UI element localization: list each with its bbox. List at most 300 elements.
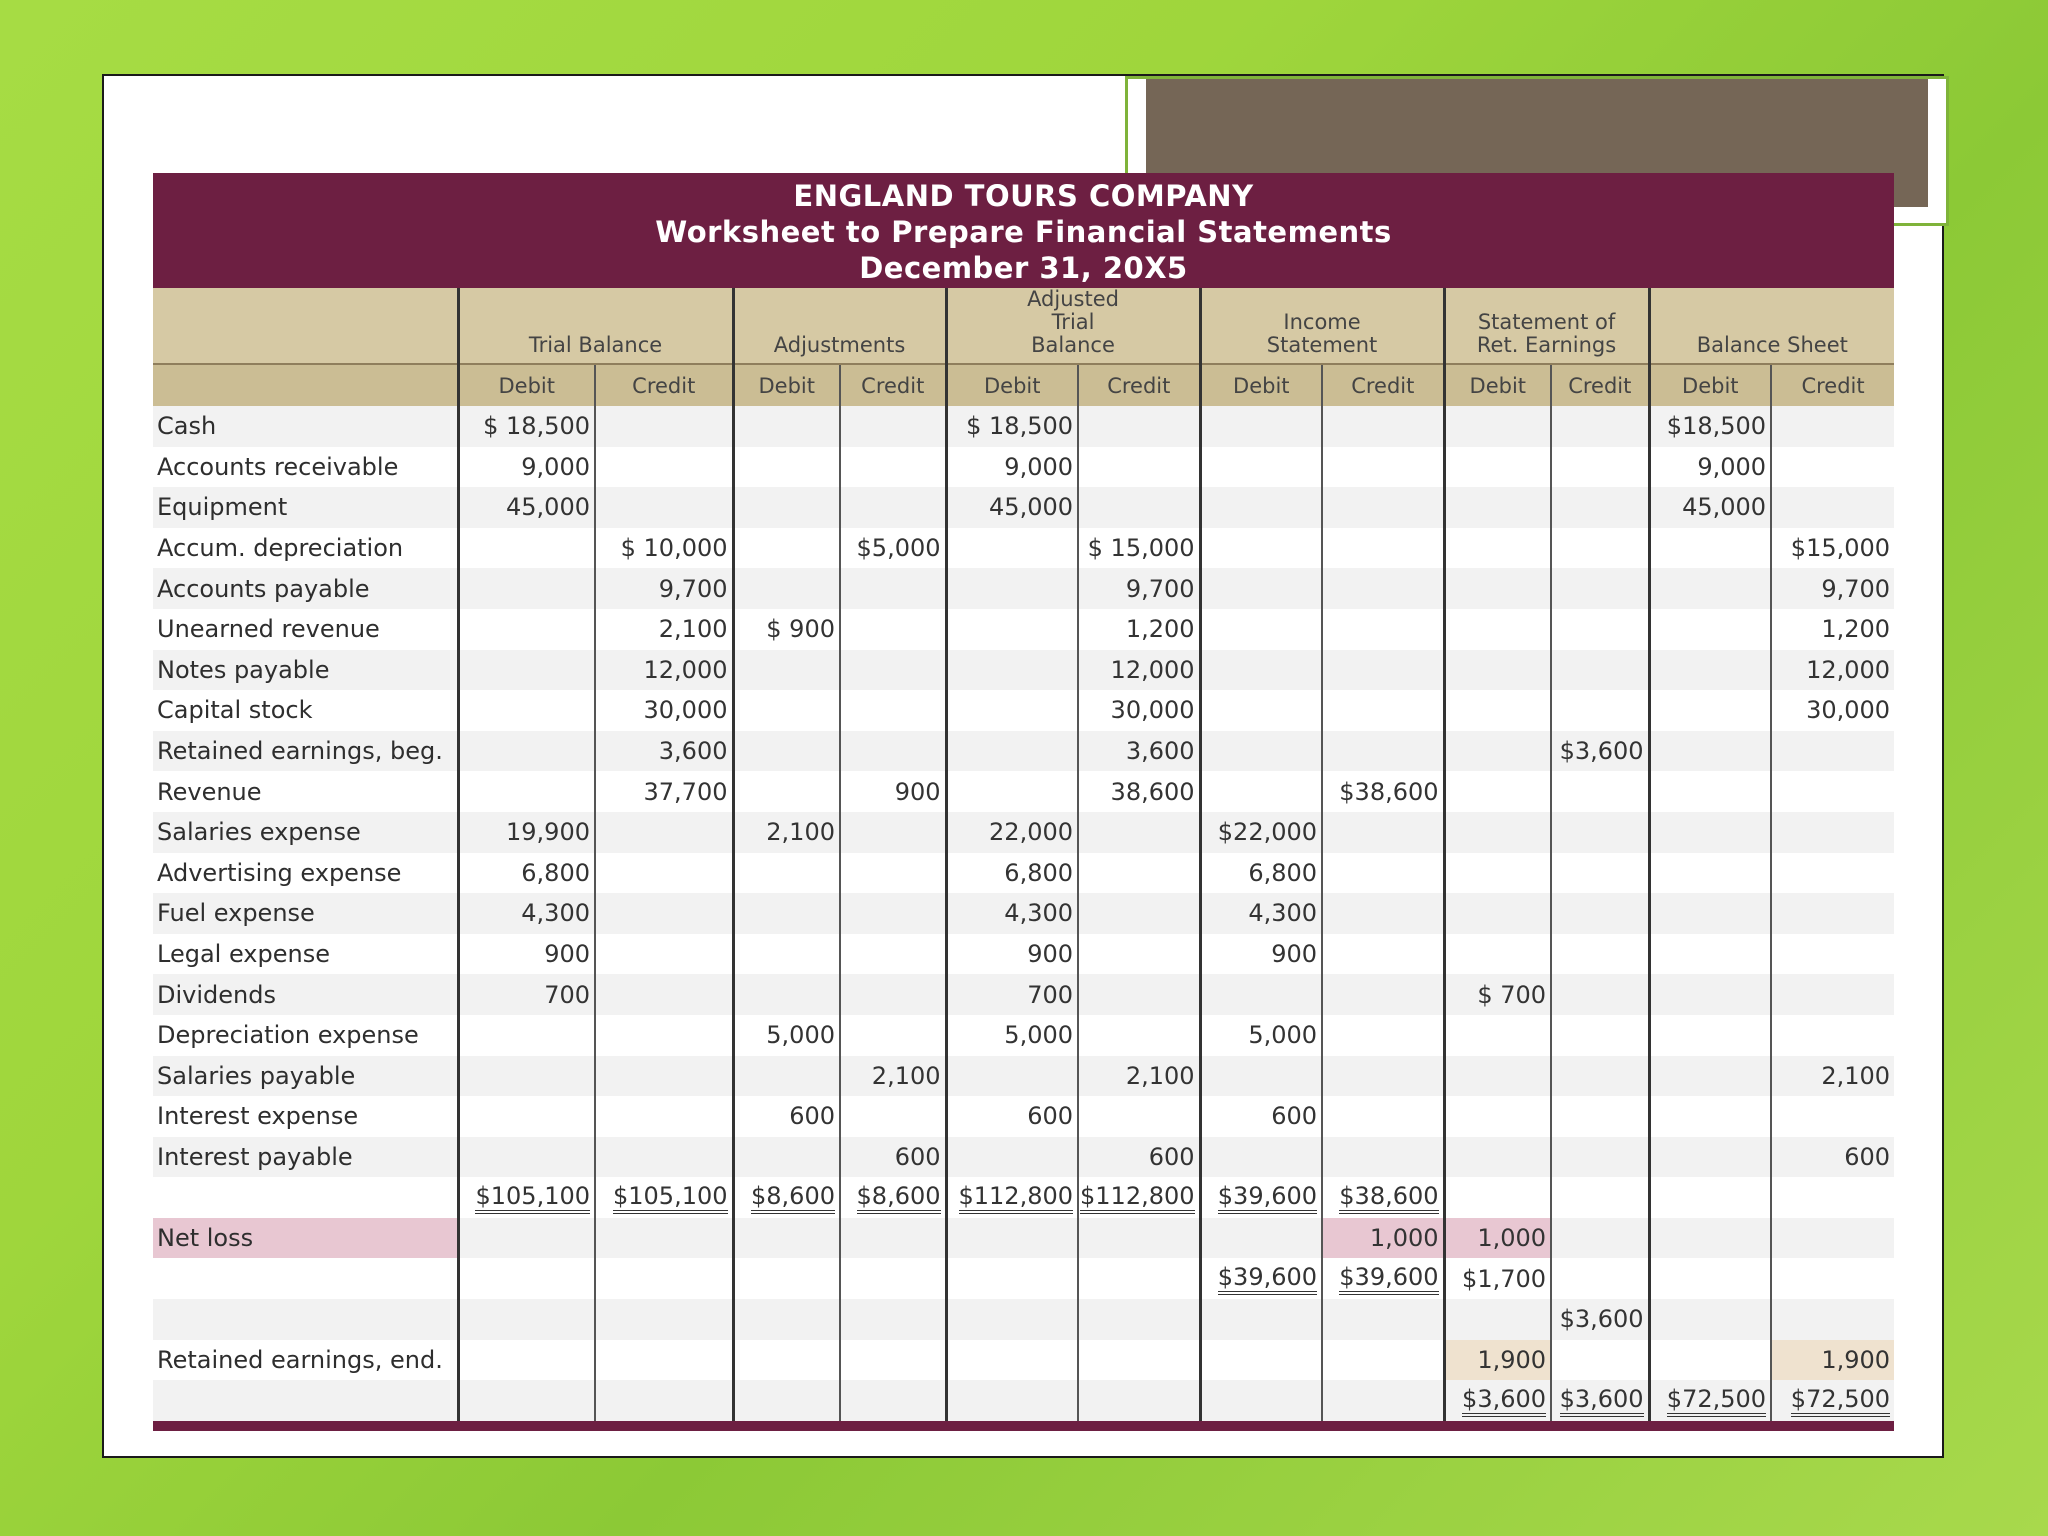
sub-header-debit: Debit [1649, 364, 1771, 406]
cell-amount: 2,100 [1821, 1061, 1891, 1090]
cell-value [1649, 771, 1771, 812]
cell-value [1322, 1137, 1444, 1178]
cell-value [1200, 568, 1322, 609]
cell-value [1078, 650, 1200, 691]
cell-value [1771, 771, 1894, 812]
cell-value [1078, 771, 1200, 812]
cell-value [1649, 487, 1771, 528]
group-statement-ret-earnings: Statement of Ret. Earnings [1444, 288, 1649, 364]
cell-value [1078, 853, 1200, 894]
cell-value [733, 1380, 840, 1421]
cell-value [1444, 1177, 1551, 1218]
cell-amount: 30,000 [1110, 696, 1195, 725]
cell-value [840, 487, 946, 528]
table-row [153, 812, 1894, 853]
cell-value [1444, 1380, 1551, 1421]
cell-value [1771, 812, 1894, 853]
table-row [153, 528, 1894, 569]
cell-value [1771, 1056, 1894, 1097]
table-row [153, 853, 1894, 894]
cell-amount: 19,900 [506, 818, 590, 847]
cell-value [946, 731, 1078, 772]
cell-value [595, 893, 733, 934]
cell-amount: $3,600 [1560, 1385, 1644, 1417]
cell-value [1551, 447, 1649, 488]
table-row [153, 1218, 1894, 1259]
cell-value [595, 1015, 733, 1056]
cell-value [595, 1340, 733, 1381]
cell-value [595, 528, 733, 569]
cell-value [1551, 731, 1649, 772]
cell-amount: 45,000 [506, 493, 590, 522]
cell-amount: $ 700 [1477, 980, 1547, 1009]
row-label: Revenue [153, 771, 458, 812]
cell-amount: 600 [1148, 1142, 1195, 1171]
cell-value [1771, 1218, 1894, 1259]
group-adjusted-trial-balance: Adjusted Trial Balance [946, 288, 1200, 364]
cell-value [946, 1299, 1078, 1340]
cell-amount: $112,800 [959, 1182, 1074, 1214]
row-label: Net loss [153, 1218, 458, 1259]
cell-value [458, 568, 595, 609]
cell-value [1551, 771, 1649, 812]
cell-value [1771, 1380, 1894, 1421]
cell-value [946, 690, 1078, 731]
cell-value [1551, 1380, 1649, 1421]
group-balance-sheet: Balance Sheet [1649, 288, 1894, 364]
table-row [153, 568, 1894, 609]
cell-value [1200, 609, 1322, 650]
cell-value [1551, 853, 1649, 894]
cell-value [1551, 1299, 1649, 1340]
row-label: Depreciation expense [153, 1015, 458, 1056]
cell-value [595, 771, 733, 812]
cell-value [595, 731, 733, 772]
cell-amount: 900 [1271, 940, 1318, 969]
cell-value [733, 1096, 840, 1137]
cell-value [458, 1258, 595, 1299]
cell-value [1322, 1299, 1444, 1340]
cell-amount: $ 18,500 [483, 412, 590, 441]
cell-value [1444, 1299, 1551, 1340]
cell-value [595, 934, 733, 975]
cell-amount: 1,000 [1369, 1224, 1439, 1253]
cell-value [1551, 1340, 1649, 1381]
cell-amount: $ 10,000 [620, 534, 728, 563]
cell-value [733, 1258, 840, 1299]
cell-value [1771, 731, 1894, 772]
cell-amount: $8,600 [857, 1182, 941, 1214]
cell-value [1649, 609, 1771, 650]
cell-value [946, 1380, 1078, 1421]
sub-header-debit: Debit [458, 364, 595, 406]
sub-header-debit: Debit [733, 364, 840, 406]
cell-amount: 9,000 [521, 452, 590, 481]
cell-amount: $72,500 [1667, 1385, 1766, 1417]
cell-amount: 9,700 [1821, 574, 1891, 603]
row-label: Capital stock [153, 690, 458, 731]
cell-amount: 45,000 [989, 493, 1074, 522]
cell-value [733, 1056, 840, 1097]
cell-value [946, 1096, 1078, 1137]
cell-amount: 1,900 [1821, 1345, 1891, 1374]
cell-value [840, 1096, 946, 1137]
cell-value [1649, 1056, 1771, 1097]
cell-value [595, 650, 733, 691]
cell-value [1649, 1258, 1771, 1299]
cell-amount: 12,000 [643, 655, 728, 684]
cell-value [1649, 528, 1771, 569]
cell-amount: 1,900 [1477, 1345, 1547, 1374]
cell-value [733, 406, 840, 447]
cell-value [1200, 1056, 1322, 1097]
group-adjustments: Adjustments [733, 288, 946, 364]
cell-amount: $ 15,000 [1087, 534, 1195, 563]
cell-value [1771, 568, 1894, 609]
cell-value [1078, 1056, 1200, 1097]
cell-amount: $39,600 [1218, 1182, 1317, 1214]
cell-amount: 600 [894, 1142, 941, 1171]
cell-value [458, 447, 595, 488]
cell-amount: 1,000 [1477, 1224, 1547, 1253]
cell-value [733, 690, 840, 731]
cell-value [946, 650, 1078, 691]
cell-value [840, 853, 946, 894]
cell-value [1200, 731, 1322, 772]
cell-value [946, 1340, 1078, 1381]
cell-amount: 600 [1027, 1102, 1074, 1131]
cell-value [1200, 853, 1322, 894]
cell-value [1771, 1015, 1894, 1056]
cell-value [1551, 1258, 1649, 1299]
cell-value [1322, 528, 1444, 569]
cell-amount: 3,600 [1125, 737, 1195, 766]
cell-value [458, 1137, 595, 1178]
table-row [153, 771, 1894, 812]
cell-amount: 37,700 [643, 777, 728, 806]
cell-value [1444, 853, 1551, 894]
cell-value [840, 1137, 946, 1178]
cell-value [1551, 1177, 1649, 1218]
cell-value [458, 1015, 595, 1056]
worksheet-subtitle: Worksheet to Prepare Financial Statements [655, 215, 1392, 249]
cell-value [1200, 974, 1322, 1015]
cell-value [1078, 731, 1200, 772]
sub-header-credit: Credit [840, 364, 946, 406]
cell-amount: 1,200 [1125, 615, 1195, 644]
cell-value [458, 487, 595, 528]
cell-value [1322, 1258, 1444, 1299]
cell-value [1551, 690, 1649, 731]
cell-value [733, 731, 840, 772]
cell-value [840, 1258, 946, 1299]
cell-value [733, 853, 840, 894]
cell-value [595, 568, 733, 609]
cell-value [595, 447, 733, 488]
cell-value [1551, 609, 1649, 650]
cell-amount: $38,600 [1339, 1182, 1438, 1214]
cell-amount: 6,800 [1248, 858, 1318, 887]
worksheet-bottom-bar [153, 1421, 1894, 1431]
row-label: Retained earnings, end. [153, 1340, 458, 1381]
cell-value [1771, 690, 1894, 731]
cell-value [946, 974, 1078, 1015]
sub-header-credit: Credit [1322, 364, 1444, 406]
cell-value [1649, 1177, 1771, 1218]
cell-value [1322, 1218, 1444, 1259]
sub-header-debit: Debit [946, 364, 1078, 406]
cell-amount: 2,100 [658, 615, 728, 644]
cell-amount: 5,000 [766, 1021, 835, 1050]
cell-amount: 3,600 [658, 737, 728, 766]
cell-value [1444, 1340, 1551, 1381]
cell-amount: 4,300 [1004, 899, 1074, 928]
cell-value [1322, 568, 1444, 609]
cell-value [1200, 406, 1322, 447]
cell-value [595, 812, 733, 853]
cell-value [1078, 690, 1200, 731]
cell-value [1322, 893, 1444, 934]
cell-value [840, 406, 946, 447]
company-name: ENGLAND TOURS COMPANY [793, 179, 1254, 213]
cell-value [1649, 650, 1771, 691]
cell-value [1322, 487, 1444, 528]
cell-value [946, 771, 1078, 812]
cell-amount: 600 [1271, 1102, 1318, 1131]
cell-value [1444, 406, 1551, 447]
worksheet-date: December 31, 20X5 [859, 251, 1188, 285]
cell-amount: 700 [544, 980, 590, 1009]
table-row [153, 731, 1894, 772]
cell-value [595, 1218, 733, 1259]
cell-value [1322, 1380, 1444, 1421]
cell-value [1322, 731, 1444, 772]
sub-header-credit: Credit [1771, 364, 1894, 406]
sub-header-credit: Credit [595, 364, 733, 406]
table-row [153, 1056, 1894, 1097]
row-label: Accounts payable [153, 568, 458, 609]
cell-value [946, 1137, 1078, 1178]
cell-value [1551, 487, 1649, 528]
cell-amount: 9,700 [1125, 574, 1195, 603]
row-label: Advertising expense [153, 853, 458, 894]
cell-value [1649, 690, 1771, 731]
cell-value [1444, 487, 1551, 528]
cell-value [840, 934, 946, 975]
cell-value [595, 1380, 733, 1421]
cell-value [458, 731, 595, 772]
cell-value [458, 812, 595, 853]
cell-value [1078, 1137, 1200, 1178]
cell-amount: $15,000 [1790, 534, 1891, 563]
table-row [153, 1340, 1894, 1381]
cell-value [458, 974, 595, 1015]
cell-value [1078, 1380, 1200, 1421]
sub-header-credit: Credit [1078, 364, 1200, 406]
cell-value [733, 1015, 840, 1056]
cell-value [1078, 1177, 1200, 1218]
cell-value [1649, 568, 1771, 609]
cell-value [1649, 406, 1771, 447]
table-row [153, 1258, 1894, 1299]
cell-value [1078, 609, 1200, 650]
cell-amount: $39,600 [1339, 1263, 1438, 1295]
cell-amount: 900 [894, 777, 941, 806]
cell-value [840, 1340, 946, 1381]
cell-amount: $ 18,500 [966, 412, 1074, 441]
cell-value [1200, 1096, 1322, 1137]
cell-amount: 5,000 [1004, 1021, 1074, 1050]
cell-value [1771, 1340, 1894, 1381]
cell-value [1200, 447, 1322, 488]
cell-amount: $8,600 [751, 1182, 835, 1214]
cell-value [733, 447, 840, 488]
worksheet-table [153, 288, 1894, 1421]
cell-value [840, 568, 946, 609]
cell-value [733, 893, 840, 934]
cell-value [840, 1056, 946, 1097]
row-label: Equipment [153, 487, 458, 528]
cell-value [458, 528, 595, 569]
cell-amount: 6,800 [521, 858, 590, 887]
table-row [153, 447, 1894, 488]
cell-value [1551, 528, 1649, 569]
cell-value [733, 1299, 840, 1340]
cell-value [840, 974, 946, 1015]
cell-value [1771, 447, 1894, 488]
cell-value [1200, 1299, 1322, 1340]
cell-amount: 30,000 [643, 696, 728, 725]
cell-value [1444, 934, 1551, 975]
cell-value [1200, 934, 1322, 975]
row-label: Legal expense [153, 934, 458, 975]
row-label: Accum. depreciation [153, 528, 458, 569]
row-label: Salaries payable [153, 1056, 458, 1097]
cell-value [733, 771, 840, 812]
cell-value [1200, 812, 1322, 853]
cell-value [840, 690, 946, 731]
cell-value [1649, 731, 1771, 772]
cell-value [1649, 447, 1771, 488]
cell-value [1444, 893, 1551, 934]
cell-value [1649, 934, 1771, 975]
cell-amount: 9,000 [1004, 452, 1074, 481]
cell-value [840, 609, 946, 650]
cell-value [733, 1177, 840, 1218]
row-label [153, 1299, 458, 1340]
sub-header-blank [153, 364, 458, 406]
cell-value [946, 893, 1078, 934]
cell-value [1649, 1380, 1771, 1421]
cell-value [1649, 1299, 1771, 1340]
cell-value [946, 568, 1078, 609]
table-row [153, 650, 1894, 691]
cell-value [1649, 812, 1771, 853]
cell-value [1200, 893, 1322, 934]
cell-value [1551, 974, 1649, 1015]
cell-value [840, 1380, 946, 1421]
row-label [153, 1177, 458, 1218]
cell-value [840, 1177, 946, 1218]
cell-value [840, 528, 946, 569]
cell-amount: 2,100 [766, 818, 835, 847]
cell-value [1322, 771, 1444, 812]
cell-value [1078, 1340, 1200, 1381]
cell-value [840, 1299, 946, 1340]
cell-value [595, 1137, 733, 1178]
cell-value [458, 1299, 595, 1340]
cell-value [1771, 1258, 1894, 1299]
cell-value [946, 934, 1078, 975]
cell-amount: 38,600 [1110, 777, 1195, 806]
row-label: Fuel expense [153, 893, 458, 934]
sub-header-credit: Credit [1551, 364, 1649, 406]
cell-value [1444, 568, 1551, 609]
cell-value [1322, 650, 1444, 691]
cell-value [458, 690, 595, 731]
cell-value [595, 487, 733, 528]
cell-value [1322, 1177, 1444, 1218]
cell-value [458, 771, 595, 812]
cell-value [1444, 650, 1551, 691]
cell-value [458, 1096, 595, 1137]
cell-value [1551, 1096, 1649, 1137]
cell-value [595, 1056, 733, 1097]
cell-value [946, 447, 1078, 488]
cell-value [1444, 1015, 1551, 1056]
cell-amount: $3,600 [1559, 737, 1644, 766]
cell-value [733, 812, 840, 853]
cell-value [1649, 1340, 1771, 1381]
cell-value [1771, 974, 1894, 1015]
cell-amount: 900 [544, 940, 590, 969]
cell-value [1551, 1015, 1649, 1056]
row-label: Interest expense [153, 1096, 458, 1137]
cell-value [840, 447, 946, 488]
cell-value [595, 1177, 733, 1218]
cell-value [458, 853, 595, 894]
cell-value [1078, 812, 1200, 853]
cell-value [458, 1056, 595, 1097]
cell-value [458, 1218, 595, 1259]
cell-value [733, 487, 840, 528]
cell-value [946, 487, 1078, 528]
cell-value [595, 1299, 733, 1340]
row-label [153, 1380, 458, 1421]
cell-value [1771, 1299, 1894, 1340]
cell-value [1200, 690, 1322, 731]
cell-value [1322, 690, 1444, 731]
group-header-row [153, 288, 1894, 364]
cell-value [458, 1177, 595, 1218]
cell-amount: $ 900 [766, 615, 835, 644]
cell-value [1649, 893, 1771, 934]
cell-value [1551, 1056, 1649, 1097]
cell-value [1078, 406, 1200, 447]
cell-value [840, 771, 946, 812]
cell-value [1551, 1218, 1649, 1259]
cell-amount: $22,000 [1217, 818, 1318, 847]
cell-value [1771, 406, 1894, 447]
cell-value [1200, 771, 1322, 812]
cell-value [1322, 406, 1444, 447]
cell-value [595, 609, 733, 650]
worksheet [153, 173, 1894, 1431]
cell-amount: $3,600 [1559, 1305, 1644, 1334]
cell-value [1444, 812, 1551, 853]
cell-value [840, 812, 946, 853]
cell-value [733, 528, 840, 569]
